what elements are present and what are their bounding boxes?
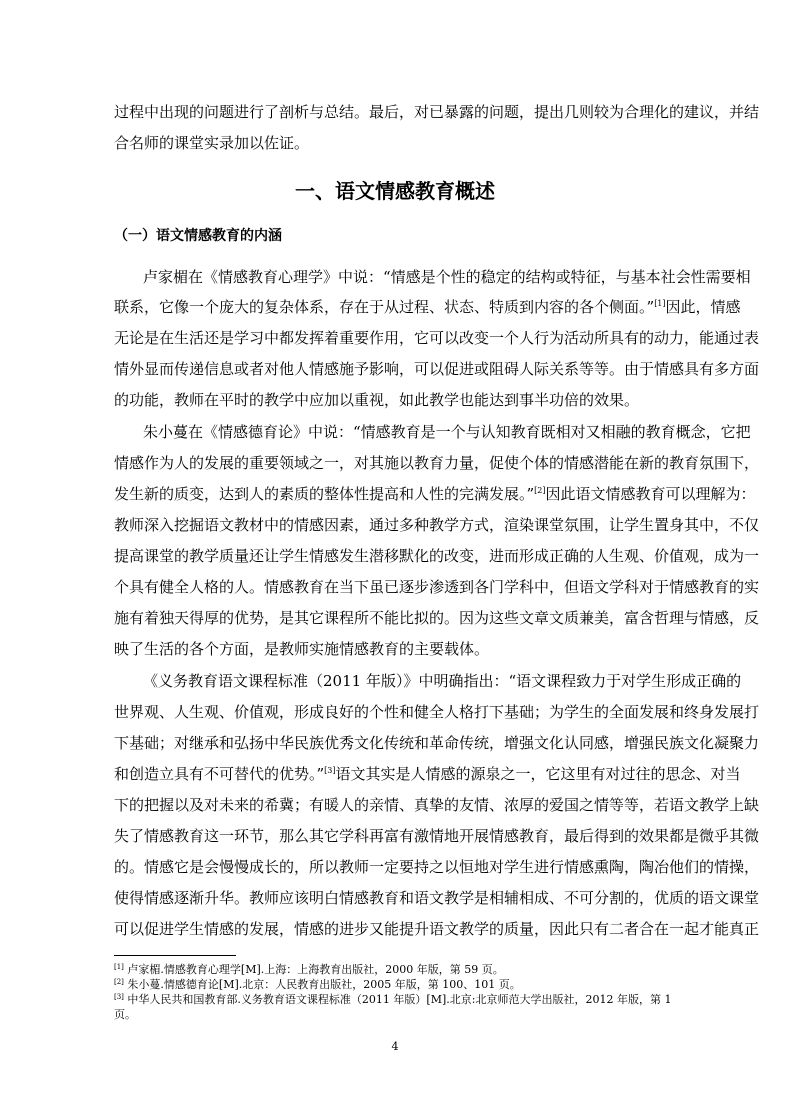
footnote-text: 中华人民共和国教育部.义务教育语文课程标准（2011 年版）[M].北京:北京师范大学出版社，2012 年版，第 1 — [127, 993, 672, 1006]
body-text-line — [114, 298, 741, 316]
body-text-line: 无论是在生活还是学习中都发挥着重要作用，它可以改变一个人行为活动所具有的动力，能通过表 — [114, 329, 760, 347]
body-text-segment: 联系，它像一个庞大的复杂体系，存在于从过程、状态、特质到内容的各个侧面。” — [114, 298, 655, 316]
body-text-segment: 因此语文情感教育可以理解为： — [545, 485, 756, 503]
body-text-line: 下的把握以及对未来的希冀；有暖人的亲情、真挚的友情、浓厚的爱国之情等等，若语文教学上缺 — [114, 796, 760, 814]
footnote-ref: [2] — [534, 486, 546, 495]
body-text-line: 可以促进学生情感的发展，情感的进步又能提升语文教学的质量，因此只有二者合在一起才能真正 — [114, 920, 760, 938]
footnote — [114, 993, 714, 1006]
body-text-line: 过程中出现的问题进行了剖析与总结。最后，对已暴露的问题，提出几则较为合理化的建议，并结 — [114, 103, 760, 121]
body-text-line: 的。情感它是会慢慢成长的，所以教师一定要持之以恒地对学生进行情感熏陶，陶冶他们的情操， — [114, 858, 760, 876]
body-text-segment: 和创造立具有不可替代的优势。” — [114, 765, 325, 783]
body-text-line: 情感作为人的发展的重要领域之一，对其施以教育力量，促使个体的情感潜能在新的教育氛围下， — [114, 454, 760, 472]
body-text-line: 卢家楣在《情感教育心理学》中说：“情感是个性的稳定的结构或特征，与基本社会性需要相 — [143, 268, 751, 286]
footnote-mark: [1] — [114, 963, 124, 971]
body-text-line: 《义务教育语文课程标准（2011 年版）》中明确指出：“语文课程致力于对学生形成正确的 — [143, 672, 742, 690]
page-number: 4 — [391, 1040, 399, 1053]
body-text-line: 世界观、人生观、价值观，形成良好的个性和健全人格打下基础；为学生的全面发展和终身发展打 — [114, 703, 760, 721]
footnote — [114, 978, 714, 991]
footnote — [114, 963, 714, 976]
footnote-ref: [1] — [654, 299, 666, 308]
body-text-line: 个具有健全人格的人。情感教育在当下虽已逐步渗透到各门学科中，但语文学科对于情感教育的实 — [114, 578, 760, 596]
body-text-line: 下基础；对继承和弘扬中华民族优秀文化传统和革命传统，增强文化认同感，增强民族文化凝聚力 — [114, 734, 760, 752]
body-text-segment: 因此，情感 — [665, 298, 741, 316]
body-text-line: 情外显而传递信息或者对他人情感施予影响，可以促进或阻碍人际关系等等。由于情感具有多方面 — [114, 360, 760, 378]
body-text-line — [114, 485, 756, 503]
body-text-line: 朱小蔓在《情感德育论》中说：“情感教育是一个与认知教育既相对又相融的教育概念，它把 — [143, 423, 751, 441]
footnote-mark: [3] — [114, 993, 124, 1001]
footnote-ref: [3] — [324, 766, 336, 775]
body-text-segment: 发生新的质变，达到人的素质的整体性提高和人性的完满发展。” — [114, 485, 535, 503]
footnote-mark: [2] — [114, 978, 124, 986]
body-text-line: 教师深入挖掘语文教材中的情感因素，通过多种教学方式，渲染课堂氛围，让学生置身其中，不仅 — [114, 516, 760, 534]
body-text-line: 的功能，教师在平时的教学中应加以重视，如此教学也能达到事半功倍的效果。 — [114, 391, 640, 409]
body-text-line: 提高课堂的教学质量还让学生情感发生潜移默化的改变，进而形成正确的人生观、价值观，成为一 — [114, 547, 760, 565]
body-text-line — [114, 765, 741, 783]
body-text-line: 合名师的课堂实录加以佐证。 — [114, 134, 310, 152]
body-text-line: 使得情感逐渐升华。教师应该明白情感教育和语文教学是相辅相成、不可分割的，优质的语文课堂 — [114, 889, 760, 907]
footnote-text: 朱小蔓.情感德育论[M].北京：人民教育出版社，2005 年版，第 100、101 页。 — [127, 978, 521, 991]
footnote-divider — [114, 955, 236, 956]
body-text-line: 映了生活的各个方面，是教师实施情感教育的主要载体。 — [114, 640, 490, 658]
subsection-heading: （一）语文情感教育的内涵 — [114, 228, 282, 244]
body-text-line: 失了情感教育这一环节，那么其它学科再富有激情地开展情感教育，最后得到的效果都是微乎其微 — [114, 827, 760, 845]
body-text-segment: 语文其实是人情感的源泉之一，它这里有对过往的思念、对当 — [335, 765, 741, 783]
footnote-text: 卢家楣.情感教育心理学[M].上海：上海教育出版社，2000 年版，第 59 页。 — [127, 963, 504, 976]
section-heading: 一、语文情感教育概述 — [295, 179, 495, 203]
footnote-continuation: 页。 — [114, 1008, 136, 1021]
body-text-line: 施有着独天得厚的优势，是其它课程所不能比拟的。因为这些文章文质兼美，富含哲理与情感，反 — [114, 609, 760, 627]
